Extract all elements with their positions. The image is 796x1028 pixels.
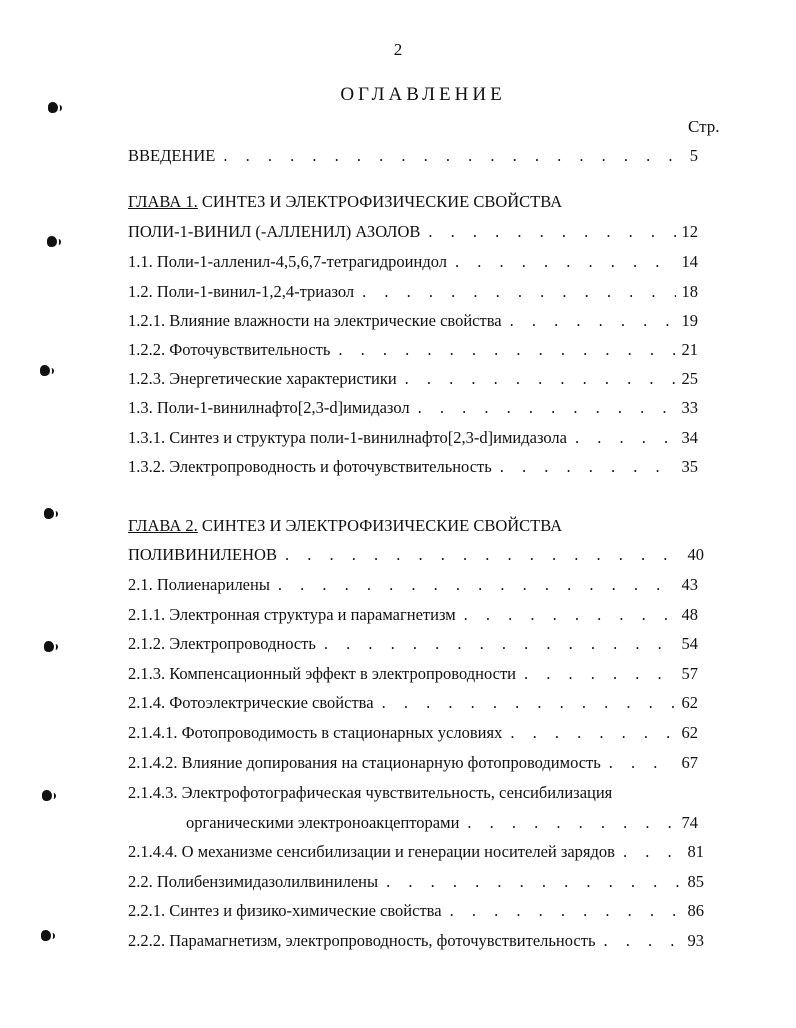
toc-entry-page: 21 — [681, 340, 698, 359]
toc-entry[interactable] — [128, 753, 698, 773]
leader-dots — [405, 369, 676, 389]
toc-entry[interactable] — [128, 252, 698, 272]
toc-entry-label: 1.3. Поли-1-винилнафто[2,3-d]имидазол — [128, 398, 410, 417]
leader-dots — [575, 428, 676, 448]
toc-entry[interactable] — [128, 842, 704, 862]
leader-dots — [428, 222, 675, 242]
toc-entry-chapter2[interactable] — [128, 545, 704, 565]
toc-entry-label: органическими электроноакцепторами — [186, 813, 460, 832]
leader-dots — [324, 634, 676, 654]
toc-entry-page: 93 — [687, 931, 704, 950]
toc-entry-label: 2.1.4.1. Фотопроводимость в стационарных условиях — [128, 723, 503, 742]
toc-entry[interactable] — [128, 872, 704, 892]
chapter1-prefix: ГЛАВА 1. — [128, 192, 198, 211]
toc-entry-page: 67 — [681, 753, 698, 772]
toc-entry-label: 2.2.1. Синтез и физико-химические свойства — [128, 901, 442, 920]
toc-entry-page: 62 — [681, 693, 698, 712]
toc-entry-page: 34 — [681, 428, 698, 447]
binding-hole-mark — [44, 641, 54, 652]
toc-entry-label: 1.2.2. Фоточувствительность — [128, 340, 331, 359]
binding-hole-mark — [44, 508, 54, 519]
toc-entry[interactable] — [128, 693, 698, 713]
toc-entry-chapter1[interactable] — [128, 222, 698, 242]
toc-entry[interactable] — [128, 634, 698, 654]
chapter2-prefix: ГЛАВА 2. — [128, 516, 198, 535]
leader-dots — [450, 901, 682, 921]
toc-entry-page: 85 — [687, 872, 704, 891]
toc-entry[interactable] — [128, 605, 698, 625]
toc-entry-page: 62 — [681, 723, 698, 742]
toc-entry-label: 2.1.4.4. О механизме сенсибилизации и генерации носителей зарядов — [128, 842, 615, 861]
toc-entry-label: 1.2. Поли-1-винил-1,2,4-триазол — [128, 282, 355, 301]
toc-entry-page: 57 — [681, 664, 698, 683]
leader-dots — [623, 842, 682, 862]
toc-entry-label: 1.1. Поли-1-алленил-4,5,6,7-тетрагидроиндол — [128, 252, 447, 271]
toc-entry-label: 2.1.1. Электронная структура и парамагнетизм — [128, 605, 456, 624]
leader-dots — [510, 723, 675, 743]
toc-entry-page: 86 — [687, 901, 704, 920]
binding-hole-mark — [40, 365, 50, 376]
chapter2-heading-text: СИНТЕЗ И ЭЛЕКТРОФИЗИЧЕСКИЕ СВОЙСТВА — [197, 516, 563, 535]
leader-dots — [464, 605, 676, 625]
toc-entry[interactable] — [128, 311, 698, 331]
toc-entry-label: 2.1.3. Компенсационный эффект в электропроводности — [128, 664, 516, 683]
binding-hole-mark — [47, 236, 57, 247]
toc-entry-label: 1.3.2. Электропроводность и фоточувствительность — [128, 457, 492, 476]
toc-entry-page: 14 — [681, 252, 698, 271]
toc-entry[interactable] — [128, 340, 698, 360]
binding-hole-mark — [41, 930, 51, 941]
leader-dots — [455, 252, 676, 272]
toc-entry-page: 5 — [689, 146, 698, 165]
toc-entry[interactable] — [128, 457, 698, 477]
toc-entry-page: 74 — [681, 813, 698, 832]
toc-entry-page: 81 — [687, 842, 704, 861]
toc-title: ОГЛАВЛЕНИЕ — [340, 84, 506, 105]
toc-entry-page: 35 — [681, 457, 698, 476]
toc-entry-label: 2.2. Полибензимидазолилвинилены — [128, 872, 379, 891]
toc-entry-page: 25 — [681, 369, 698, 388]
binding-hole-mark — [42, 790, 52, 801]
toc-entry-page: 54 — [681, 634, 698, 653]
toc-entry-label: ПОЛИВИНИЛЕНОВ — [128, 545, 277, 564]
toc-entry-label: 1.3.1. Синтез и структура поли-1-винилнафто[2,3-d]имидазола — [128, 428, 567, 447]
leader-dots — [603, 931, 681, 951]
toc-entry[interactable] — [128, 369, 698, 389]
binding-hole-mark — [48, 102, 58, 113]
leader-dots — [524, 664, 676, 684]
toc-entry-label: 2.1.4. Фотоэлектрические свойства — [128, 693, 374, 712]
toc-entry-label: 2.1.4.2. Влияние допирования на стационарную фотопроводимость — [128, 753, 601, 772]
toc-entry-intro[interactable] — [128, 146, 698, 166]
toc-entry-page: 40 — [687, 545, 704, 564]
toc-entry[interactable] — [128, 931, 704, 951]
toc-entry-page: 19 — [681, 311, 698, 330]
leader-dots — [609, 753, 676, 773]
toc-entry[interactable] — [128, 901, 704, 921]
leader-dots — [467, 813, 675, 833]
toc-entry[interactable] — [128, 282, 698, 302]
toc-entry-label: 1.2.1. Влияние влажности на электрические свойства — [128, 311, 502, 330]
chapter2-heading-line1[interactable] — [128, 516, 562, 536]
toc-entry[interactable] — [128, 575, 698, 595]
toc-entry[interactable] — [186, 813, 698, 833]
toc-entry-page: 33 — [681, 398, 698, 417]
toc-entry-label: ВВЕДЕНИЕ — [128, 146, 216, 165]
toc-entry[interactable] — [128, 664, 698, 684]
toc-entry-page: 18 — [681, 282, 698, 301]
leader-dots — [285, 545, 682, 565]
leader-dots — [362, 282, 675, 302]
chapter1-heading-text: СИНТЕЗ И ЭЛЕКТРОФИЗИЧЕСКИЕ СВОЙСТВА — [197, 192, 563, 211]
leader-dots — [386, 872, 681, 892]
page-number: 2 — [393, 40, 403, 59]
leader-dots — [382, 693, 676, 713]
leader-dots — [500, 457, 676, 477]
toc-entry-label: 2.1. Полиенарилены — [128, 575, 270, 594]
toc-entry[interactable] — [128, 398, 698, 418]
toc-entry-label: ПОЛИ-1-ВИНИЛ (-АЛЛЕНИЛ) АЗОЛОВ — [128, 222, 421, 241]
leader-dots — [418, 398, 676, 418]
toc-entry-label: 2.1.4.3. Электрофотографическая чувствительность, сенсибилизация — [128, 783, 613, 802]
toc-entry-label: 2.1.2. Электропроводность — [128, 634, 316, 653]
toc-entry[interactable] — [128, 428, 698, 448]
leader-dots — [338, 340, 675, 360]
page-column-header: Стр. — [688, 117, 720, 136]
toc-entry-page: 48 — [681, 605, 698, 624]
leader-dots — [510, 311, 676, 331]
leader-dots — [223, 146, 683, 166]
toc-entry-page: 12 — [681, 222, 698, 241]
toc-entry-multiline-start[interactable] — [128, 783, 612, 803]
toc-entry-page: 43 — [681, 575, 698, 594]
leader-dots — [278, 575, 676, 595]
toc-entry[interactable] — [128, 723, 698, 743]
toc-entry-label: 1.2.3. Энергетические характеристики — [128, 369, 397, 388]
toc-entry-label: 2.2.2. Парамагнетизм, электропроводность, фоточувствительность — [128, 931, 596, 950]
chapter1-heading-line1[interactable] — [128, 192, 562, 212]
